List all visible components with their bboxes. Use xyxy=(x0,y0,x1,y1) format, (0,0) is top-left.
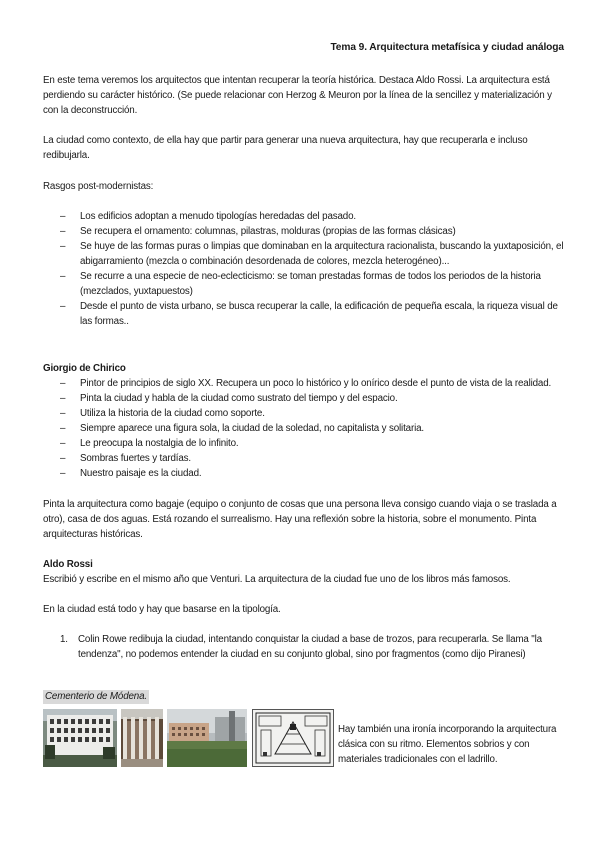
list-item: – Utiliza la historia de la ciudad como soporte. xyxy=(60,406,568,421)
list-item: – Nuestro paisaje es la ciudad. xyxy=(60,466,568,481)
chirico-list xyxy=(60,376,568,481)
rossi-paragraph: Escribió y escribe en el mismo año que Venturi. La arquitectura de la ciudad fue uno de los libros más famosos. xyxy=(43,574,511,585)
rossi-numbered-list xyxy=(60,632,568,662)
list-item: – Se recurre a una especie de neo-eclecticismo: se toman prestadas formas de todos los periodos de la historia (mezclados, yuxtapuestos) xyxy=(60,269,568,299)
intro-paragraph: En este tema veremos los arquitectos que intentan recuperar la teoría histórica. Destaca Aldo Rossi. La arquitectura está perdiendo su carácter histórico. (Se puede relacionar con Herzog & Meuron por la línea de la sencillez y materialización y con la deconstrucción. xyxy=(43,75,552,116)
photo-cemetery-building xyxy=(43,709,117,767)
list-text: Colin Rowe redibuja la ciudad, intentando conquistar la ciudad a base de trozos, para recuperarla. Se llama "la tendenza", no podemos entender la ciudad en su conjunto global, sino por fragmentos (como dijo Piranesi) xyxy=(78,634,542,660)
ciudad-paragraph: La ciudad como contexto, de ella hay que partir para generar una nueva arquitectura, hay que recuperarla e incluso redibujarla. xyxy=(43,135,528,161)
chirico-heading: Giorgio de Chirico xyxy=(43,363,126,374)
rossi-paragraph-2: En la ciudad está todo y hay que basarse en la tipología. xyxy=(43,604,281,615)
list-item: – Sombras fuertes y tardías. xyxy=(60,451,568,466)
list-item: – Pinta la ciudad y habla de la ciudad como sustrato del tiempo y del espacio. xyxy=(60,391,568,406)
rasgos-list xyxy=(60,209,568,329)
rossi-heading: Aldo Rossi xyxy=(43,559,93,570)
list-item: – Desde el punto de vista urbano, se busca recuperar la calle, la edificación de pequeña escala, la riqueza visual de las formas.. xyxy=(60,299,568,329)
image-side-text: Hay también una ironía incorporando la arquitectura clásica con su ritmo. Elementos sobrios y con materiales tradicionales con el ladrillo. xyxy=(338,724,557,765)
photo-cemetery-drawing xyxy=(252,709,334,767)
chirico-paragraph: Pinta la arquitectura como bagaje (equipo o conjunto de cosas que una persona lleva consigo cuando viaja o se traslada a otro), casa de dos aguas. Está rozando el surrealismo. Hay una reflexión sobre la historia, sobre el monumento. Pinta arquitecturas históricas. xyxy=(43,499,557,540)
list-item: – Siempre aparece una figura sola, la ciudad de la soledad, no capitalista y solitaria. xyxy=(60,421,568,436)
list-item: – Le preocupa la nostalgia de lo infinito. xyxy=(60,436,568,451)
image-caption: Cementerio de Módena. xyxy=(45,691,147,702)
list-item: – Pintor de principios de siglo XX. Recupera un poco lo histórico y lo onírico desde el punto de vista de la realidad. xyxy=(60,376,568,391)
rasgos-heading: Rasgos post-modernistas: xyxy=(43,181,154,192)
photo-cemetery-arcade xyxy=(121,709,163,767)
photo-cemetery-field xyxy=(167,709,247,767)
list-number: 1. xyxy=(60,634,68,645)
list-item: – Los edificios adoptan a menudo tipologías heredadas del pasado. xyxy=(60,209,568,224)
page-title: Tema 9. Arquitectura metafísica y ciudad análoga xyxy=(330,42,564,53)
list-item: – Se recupera el ornamento: columnas, pilastras, molduras (propias de las formas clásicas) xyxy=(60,224,568,239)
list-item xyxy=(60,632,568,662)
list-item: – Se huye de las formas puras o limpias que dominaban en la arquitectura racionalista, buscando la yuxtaposición, el abigarramiento (mezcla o combinación desordenada de colores, mezcla heterogéneo)... xyxy=(60,239,568,269)
